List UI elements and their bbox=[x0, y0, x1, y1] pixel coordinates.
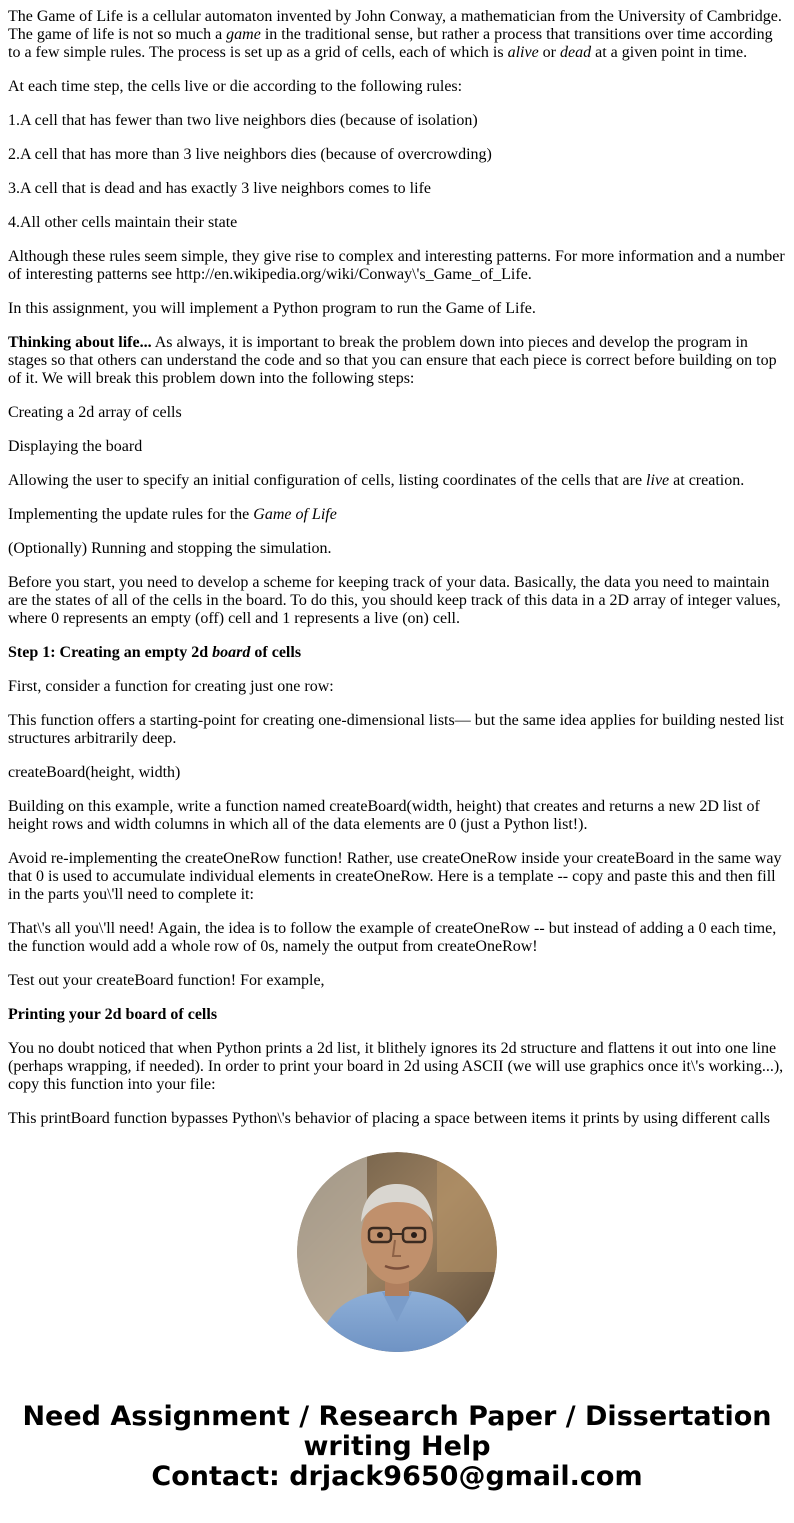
step-initial-config bbox=[8, 472, 786, 490]
promo-heading bbox=[0, 1402, 794, 1492]
emphasis-dead: dead bbox=[560, 44, 592, 61]
emphasis-board: board bbox=[212, 644, 251, 661]
text: of cells bbox=[250, 644, 302, 661]
avoid-reimplementing-paragraph: Avoid re-implementing the createOneRow function! Rather, use createOneRow inside your createBoard in the same way that 0 is used to accumulate individual elements in createOneRow. Here is a template -- copy and paste this and then fill in the parts you\'ll need to complete it: bbox=[8, 850, 782, 903]
rule-4: 4.All other cells maintain their state bbox=[8, 214, 238, 231]
test-paragraph: Test out your createBoard function! For example, bbox=[8, 972, 325, 989]
promo-help-line: Need Assignment / Research Paper / Dissertation writing Help bbox=[22, 1401, 772, 1462]
step-1-heading bbox=[8, 644, 786, 662]
create-board-paragraph: Building on this example, write a function named createBoard(width, height) that creates and returns a new 2D list of height rows and width columns in which all of the data elements are 0 (just a Python list!). bbox=[8, 798, 760, 833]
text: at a given point in time. bbox=[591, 44, 748, 61]
thinking-paragraph bbox=[8, 334, 786, 388]
text: Implementing the update rules for the bbox=[8, 506, 254, 523]
rule-2: 2.A cell that has more than 3 live neighbors dies (because of overcrowding) bbox=[8, 146, 492, 163]
text: Step 1: Creating an empty 2d bbox=[8, 644, 213, 661]
step-display-board: Displaying the board bbox=[8, 438, 143, 455]
emphasis-game-of-life: Game of Life bbox=[253, 506, 337, 523]
rule-3: 3.A cell that is dead and has exactly 3 live neighbors comes to life bbox=[8, 180, 431, 197]
print-2d-paragraph: You no doubt noticed that when Python prints a 2d list, it blithely ignores its 2d structure and flattens it out into one line (perhaps wrapping, if needed). In order to print your board in 2d using ASCII (we will use graphics once it\'s working...), copy this function into your file: bbox=[8, 1040, 784, 1093]
promo-section bbox=[0, 1152, 794, 1492]
printing-heading bbox=[8, 1006, 786, 1024]
emphasis-game: game bbox=[226, 26, 261, 43]
text: or bbox=[538, 44, 560, 61]
assignment-paragraph: In this assignment, you will implement a Python program to run the Game of Life. bbox=[8, 300, 536, 317]
text: in the traditional sense, but rather a process that transitions over time according to a few simple rules. The process is set up as a grid of cells, each of which is bbox=[8, 26, 773, 61]
promo-contact-line: Contact: drjack9650@gmail.com bbox=[151, 1461, 643, 1492]
step-run-simulation: (Optionally) Running and stopping the simulation. bbox=[8, 540, 332, 557]
printing-heading-text: Printing your 2d board of cells bbox=[8, 1006, 218, 1023]
emphasis-alive: alive bbox=[507, 44, 539, 61]
avatar bbox=[297, 1152, 497, 1352]
one-row-paragraph: First, consider a function for creating just one row: bbox=[8, 678, 334, 695]
create-board-signature: createBoard(height, width) bbox=[8, 764, 181, 781]
step-create-array: Creating a 2d array of cells bbox=[8, 404, 182, 421]
data-scheme-paragraph: Before you start, you need to develop a scheme for keeping track of your data. Basically, the data you need to maintain are the states of all of the cells in the board. To do this, you should keep track of this data in a 2D array of integer values, where 0 represents an empty (off) cell and 1 represents a live (on) cell. bbox=[8, 574, 781, 627]
text: The Game of Life is a cellular automaton invented by John Conway, a mathematician from the University of Cambridge. The game of life is not so much a bbox=[8, 8, 782, 43]
step-1-heading-text bbox=[8, 644, 301, 661]
rule-1: 1.A cell that has fewer than two live neighbors dies (because of isolation) bbox=[8, 112, 478, 129]
avatar-portrait bbox=[297, 1152, 497, 1352]
rules-intro-paragraph: At each time step, the cells live or die according to the following rules: bbox=[8, 78, 463, 95]
step-update-rules bbox=[8, 506, 786, 524]
patterns-paragraph: Although these rules seem simple, they give rise to complex and interesting patterns. For more information and a number of interesting patterns see http://en.wikipedia.org/wiki/Conway\'s_Game_of_Life. bbox=[8, 248, 785, 283]
article-body bbox=[8, 8, 786, 1130]
intro-paragraph bbox=[8, 8, 786, 62]
text: Allowing the user to specify an initial configuration of cells, listing coordinates of the cells that are bbox=[8, 472, 647, 489]
text: at creation. bbox=[669, 472, 745, 489]
thats-all-paragraph: That\'s all you\'ll need! Again, the idea is to follow the example of createOneRow -- but instead of adding a 0 each time, the function would add a whole row of 0s, namely the output from createOneRow! bbox=[8, 920, 777, 955]
thinking-heading: Thinking about life... bbox=[8, 334, 152, 351]
nested-list-paragraph: This function offers a starting-point for creating one-dimensional lists— but the same idea applies for building nested list structures arbitrarily deep. bbox=[8, 712, 784, 747]
text: As always, it is important to break the problem down into pieces and develop the program in stages so that others can understand the code and so that you can ensure that each piece is correct before building on top of it. We will break this problem down into the following steps: bbox=[8, 334, 777, 387]
emphasis-live: live bbox=[646, 472, 670, 489]
print-board-paragraph: This printBoard function bypasses Python\'s behavior of placing a space between items it prints by using different calls bbox=[8, 1110, 770, 1127]
